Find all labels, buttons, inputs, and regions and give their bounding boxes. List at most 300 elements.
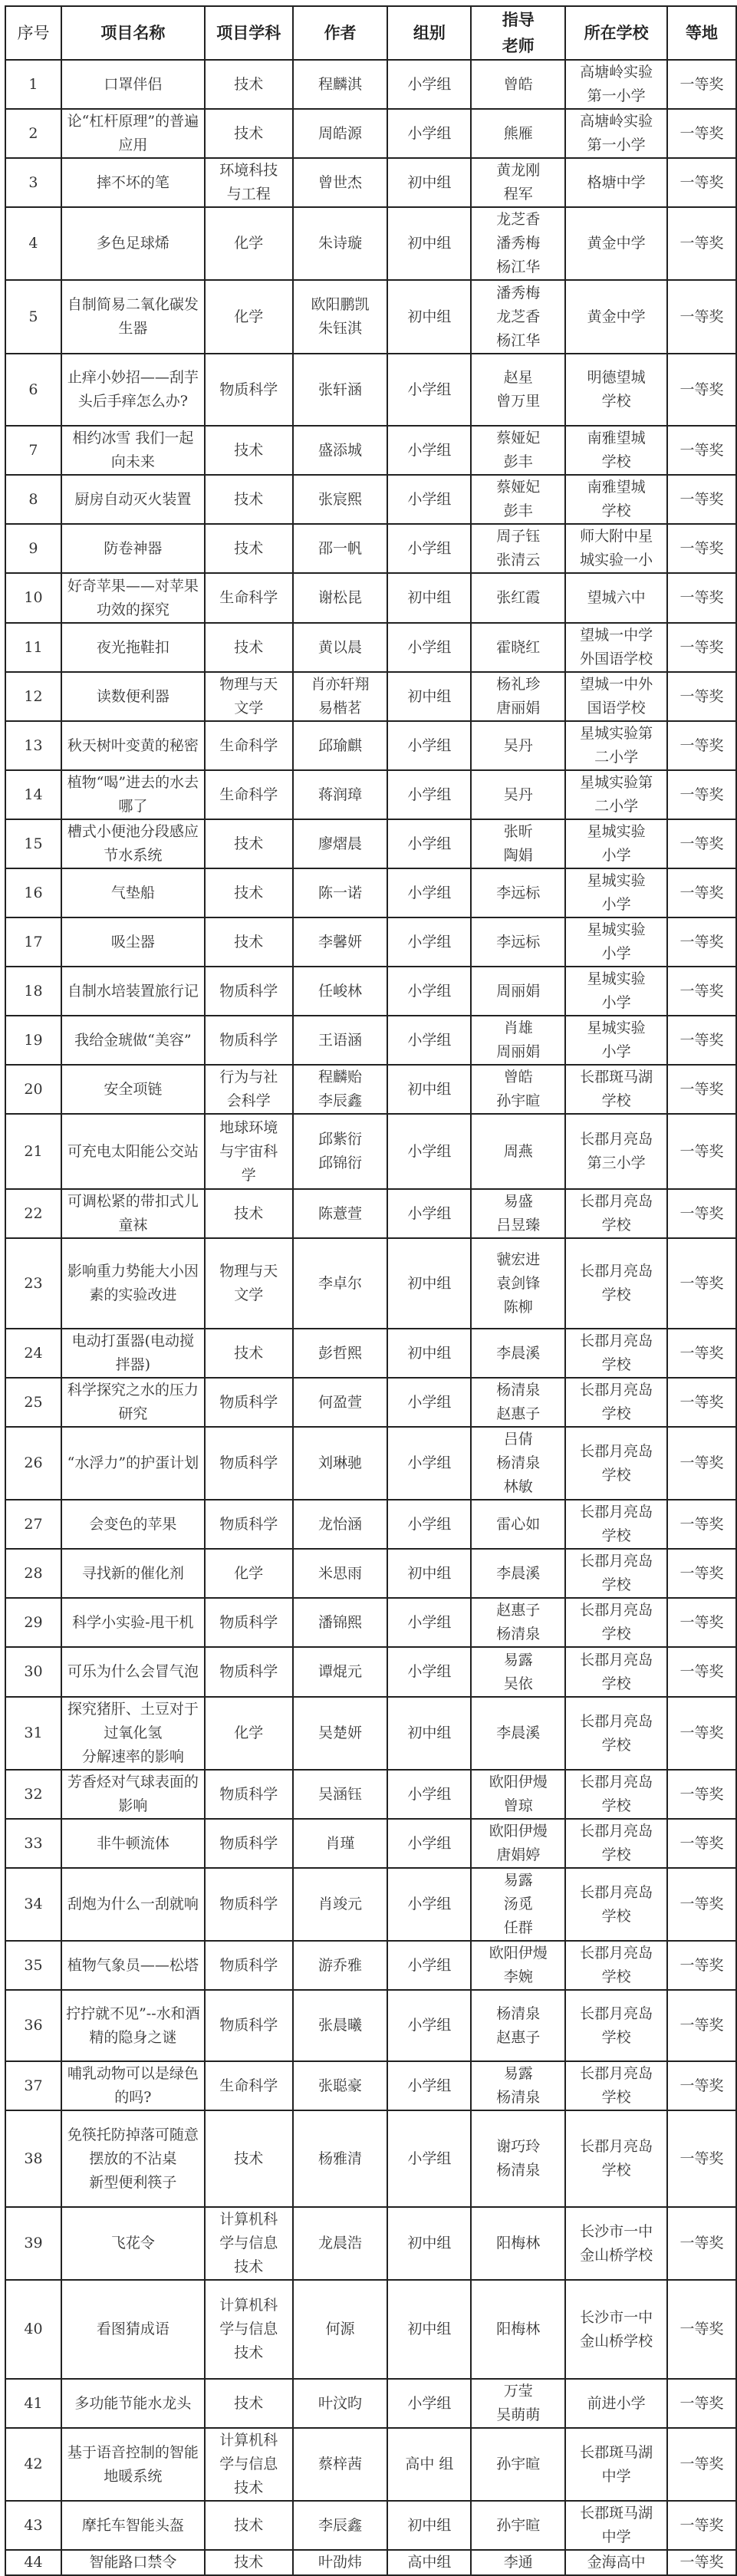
cell-teacher: 李晨溪 [471,1697,565,1770]
cell-author: 王语涵 [293,1016,388,1065]
cell-subject: 物质科学 [205,1770,293,1819]
cell-author: 程麟贻 李辰鑫 [293,1065,388,1114]
cell-group: 初中组 [387,2280,471,2379]
cell-row-index: 27 [5,1500,61,1549]
cell-author: 叶汶昀 [293,2379,388,2428]
cell-award: 一等奖 [667,475,736,524]
cell-school: 长郡月亮岛 第三小学 [565,1114,667,1189]
cell-subject: 技术 [205,2501,293,2550]
table-row [5,1427,736,1500]
cell-teacher: 李远标 [471,917,565,967]
cell-author: 吴楚妍 [293,1697,388,1770]
cell-author: 张晨曦 [293,1990,388,2061]
table-row [5,1238,736,1329]
cell-subject: 物质科学 [205,1941,293,1990]
table-row [5,1770,736,1819]
cell-award: 一等奖 [667,1016,736,1065]
cell-award: 一等奖 [667,1329,736,1378]
cell-project-name: 秋天树叶变黄的秘密 [61,721,205,770]
cell-group: 初中组 [387,1238,471,1329]
cell-school: 长沙市一中 金山桥学校 [565,2280,667,2379]
cell-award: 一等奖 [667,1697,736,1770]
cell-subject: 生命科学 [205,770,293,819]
cell-author: 李馨妍 [293,917,388,967]
cell-subject: 技术 [205,1329,293,1378]
table-row [5,2061,736,2110]
cell-row-index: 40 [5,2280,61,2379]
cell-subject: 物质科学 [205,1378,293,1427]
cell-teacher: 吕倩 杨清泉 林敏 [471,1427,565,1500]
cell-school: 长郡月亮岛 学校 [565,1647,667,1697]
cell-award: 一等奖 [667,770,736,819]
cell-project-name: 多功能节能水龙头 [61,2379,205,2428]
cell-group: 小学组 [387,1770,471,1819]
cell-row-index: 1 [5,60,61,109]
cell-subject: 技术 [205,475,293,524]
cell-teacher: 孙宇暄 [471,2428,565,2501]
cell-project-name: 可乐为什么会冒气泡 [61,1647,205,1697]
cell-award: 一等奖 [667,158,736,207]
cell-subject: 计算机科 学与信息 技术 [205,2280,293,2379]
cell-row-index: 23 [5,1238,61,1329]
cell-project-name: 拧拧就不见”--水和酒精的隐身之谜 [61,1990,205,2061]
table-row [5,721,736,770]
cell-row-index: 22 [5,1189,61,1238]
cell-subject: 化学 [205,1697,293,1770]
cell-project-name: 智能路口禁令 [61,2550,205,2575]
header-teacher: 指导 老师 [471,6,565,60]
header-index: 序号 [5,6,61,60]
cell-subject: 行为与社 会科学 [205,1065,293,1114]
cell-author: 肖竣元 [293,1868,388,1941]
cell-award: 一等奖 [667,573,736,623]
cell-subject: 技术 [205,819,293,868]
cell-school: 高塘岭实验 第一小学 [565,109,667,158]
cell-subject: 技术 [205,60,293,109]
table-row [5,475,736,524]
cell-group: 初中组 [387,573,471,623]
cell-project-name: 多色足球烯 [61,207,205,280]
table-row [5,2428,736,2501]
cell-group: 小学组 [387,524,471,573]
cell-school: 长郡斑马湖 学校 [565,1065,667,1114]
cell-subject: 物质科学 [205,354,293,426]
cell-teacher: 曾皓 孙宇暄 [471,1065,565,1114]
cell-award: 一等奖 [667,2379,736,2428]
cell-project-name: 夜光拖鞋扣 [61,623,205,672]
cell-subject: 生命科学 [205,2061,293,2110]
cell-group: 小学组 [387,819,471,868]
table-row [5,2207,736,2280]
cell-project-name: 免筷托防掉落可随意摆放的不沾桌 新型便利筷子 [61,2110,205,2207]
table-row [5,2110,736,2207]
cell-school: 黄金中学 [565,207,667,280]
cell-award: 一等奖 [667,1238,736,1329]
cell-school: 格塘中学 [565,158,667,207]
cell-teacher: 蔡娅妃 彭丰 [471,475,565,524]
cell-school: 星城实验 小学 [565,819,667,868]
cell-project-name: 芳香烃对气球表面的影响 [61,1770,205,1819]
cell-award: 一等奖 [667,868,736,917]
cell-subject: 物质科学 [205,1500,293,1549]
header-subject: 项目学科 [205,6,293,60]
cell-group: 小学组 [387,917,471,967]
cell-award: 一等奖 [667,2428,736,2501]
cell-project-name: 我给金琥做“美容” [61,1016,205,1065]
cell-author: 何盈萱 [293,1378,388,1427]
cell-subject: 物质科学 [205,1598,293,1647]
cell-award: 一等奖 [667,2207,736,2280]
cell-project-name: 自制简易二氧化碳发生器 [61,280,205,354]
cell-award: 一等奖 [667,2061,736,2110]
cell-subject: 技术 [205,2110,293,2207]
cell-teacher: 吴丹 [471,770,565,819]
cell-subject: 物质科学 [205,1819,293,1868]
cell-group: 小学组 [387,60,471,109]
cell-group: 小学组 [387,1990,471,2061]
cell-group: 小学组 [387,967,471,1016]
cell-group: 小学组 [387,721,471,770]
table-row [5,2550,736,2575]
cell-project-name: 看图猜成语 [61,2280,205,2379]
cell-school: 长郡斑马湖 中学 [565,2501,667,2550]
cell-group: 小学组 [387,1941,471,1990]
table-row [5,1598,736,1647]
table-row [5,1819,736,1868]
table-row [5,770,736,819]
cell-award: 一等奖 [667,1549,736,1598]
cell-group: 小学组 [387,770,471,819]
cell-project-name: 槽式小便池分段感应节水系统 [61,819,205,868]
cell-project-name: 读数便利器 [61,672,205,721]
cell-teacher: 易露 吴依 [471,1647,565,1697]
cell-subject: 化学 [205,280,293,354]
cell-project-name: 科学小实验-甩干机 [61,1598,205,1647]
cell-author: 游乔雅 [293,1941,388,1990]
table-row [5,917,736,967]
cell-project-name: 安全项链 [61,1065,205,1114]
cell-group: 小学组 [387,868,471,917]
cell-school: 星城实验 小学 [565,1016,667,1065]
cell-row-index: 6 [5,354,61,426]
cell-subject: 技术 [205,2379,293,2428]
cell-row-index: 29 [5,1598,61,1647]
cell-teacher: 阳梅林 [471,2207,565,2280]
cell-row-index: 42 [5,2428,61,2501]
cell-subject: 技术 [205,109,293,158]
cell-school: 长郡月亮岛 学校 [565,1770,667,1819]
cell-school: 望城一中学 外国语学校 [565,623,667,672]
cell-school: 长郡月亮岛 学校 [565,1819,667,1868]
header-school: 所在学校 [565,6,667,60]
cell-school: 望城一中外 国语学校 [565,672,667,721]
cell-award: 一等奖 [667,1189,736,1238]
cell-author: 程麟淇 [293,60,388,109]
cell-author: 何源 [293,2280,388,2379]
cell-award: 一等奖 [667,1868,736,1941]
cell-school: 长郡月亮岛 学校 [565,1500,667,1549]
cell-group: 高中组 [387,2550,471,2575]
cell-award: 一等奖 [667,1500,736,1549]
cell-subject: 物质科学 [205,1647,293,1697]
cell-row-index: 12 [5,672,61,721]
cell-subject: 物质科学 [205,967,293,1016]
cell-subject: 物质科学 [205,1990,293,2061]
cell-subject: 生命科学 [205,573,293,623]
table-row [5,158,736,207]
cell-author: 曾世杰 [293,158,388,207]
cell-award: 一等奖 [667,819,736,868]
cell-author: 张聪豪 [293,2061,388,2110]
cell-teacher: 周丽娟 [471,967,565,1016]
cell-school: 长郡月亮岛 学校 [565,1868,667,1941]
cell-author: 叶劭炜 [293,2550,388,2575]
cell-project-name: 论“杠杆原理”的普遍应用 [61,109,205,158]
cell-group: 初中组 [387,158,471,207]
cell-row-index: 5 [5,280,61,354]
cell-row-index: 44 [5,2550,61,2575]
cell-teacher: 张红霞 [471,573,565,623]
cell-award: 一等奖 [667,1427,736,1500]
award-table [5,5,737,2576]
cell-school: 星城实验 小学 [565,868,667,917]
cell-author: 谢松昆 [293,573,388,623]
cell-project-name: 好奇苹果——对苹果功效的探究 [61,573,205,623]
table-row [5,1990,736,2061]
table-row [5,1114,736,1189]
cell-row-index: 33 [5,1819,61,1868]
cell-author: 朱诗璇 [293,207,388,280]
header-author: 作者 [293,6,388,60]
header-row [5,6,736,60]
cell-project-name: 基于语音控制的智能地暖系统 [61,2428,205,2501]
cell-group: 小学组 [387,1500,471,1549]
cell-award: 一等奖 [667,60,736,109]
cell-group: 小学组 [387,1819,471,1868]
cell-subject: 化学 [205,1549,293,1598]
cell-teacher: 李晨溪 [471,1549,565,1598]
cell-subject: 技术 [205,1189,293,1238]
cell-group: 小学组 [387,1647,471,1697]
cell-school: 长郡月亮岛 学校 [565,1990,667,2061]
cell-school: 长郡月亮岛 学校 [565,1427,667,1500]
cell-group: 初中组 [387,1329,471,1378]
cell-row-index: 14 [5,770,61,819]
cell-teacher: 易盛 吕昱臻 [471,1189,565,1238]
cell-project-name: 摩托车智能头盔 [61,2501,205,2550]
cell-school: 长郡月亮岛 学校 [565,1697,667,1770]
cell-project-name: 气垫船 [61,868,205,917]
cell-project-name: 植物气象员——松塔 [61,1941,205,1990]
cell-teacher: 李晨溪 [471,1329,565,1378]
header-project-name: 项目名称 [61,6,205,60]
cell-teacher: 蔡娅妃 彭丰 [471,426,565,475]
cell-teacher: 熊雁 [471,109,565,158]
cell-project-name: 相约冰雪 我们一起向未来 [61,426,205,475]
cell-school: 南雅望城 学校 [565,426,667,475]
cell-school: 长沙市一中 金山桥学校 [565,2207,667,2280]
cell-teacher: 龙芝香 潘秀梅 杨江华 [471,207,565,280]
cell-award: 一等奖 [667,109,736,158]
table-row [5,1500,736,1549]
table-row [5,2379,736,2428]
cell-author: 肖亦轩翔 易楷茗 [293,672,388,721]
cell-author: 陈一诺 [293,868,388,917]
cell-row-index: 19 [5,1016,61,1065]
cell-subject: 化学 [205,207,293,280]
table-row [5,1868,736,1941]
cell-group: 小学组 [387,1378,471,1427]
cell-subject: 技术 [205,426,293,475]
cell-teacher: 肖雄 周丽娟 [471,1016,565,1065]
cell-row-index: 37 [5,2061,61,2110]
cell-teacher: 霍晓红 [471,623,565,672]
table-row [5,1697,736,1770]
cell-award: 一等奖 [667,1647,736,1697]
cell-subject: 地球环境 与宇宙科 学 [205,1114,293,1189]
cell-group: 初中组 [387,2501,471,2550]
cell-group: 初中组 [387,280,471,354]
cell-teacher: 万莹 吴萌萌 [471,2379,565,2428]
cell-row-index: 8 [5,475,61,524]
cell-author: 刘琳驰 [293,1427,388,1500]
table-row [5,1329,736,1378]
cell-award: 一等奖 [667,354,736,426]
cell-author: 陈薏萱 [293,1189,388,1238]
table-row [5,1647,736,1697]
cell-award: 一等奖 [667,2501,736,2550]
cell-subject: 环境科技 与工程 [205,158,293,207]
cell-group: 小学组 [387,1189,471,1238]
cell-row-index: 10 [5,573,61,623]
cell-group: 小学组 [387,1598,471,1647]
cell-row-index: 3 [5,158,61,207]
cell-author: 盛添城 [293,426,388,475]
cell-subject: 计算机科 学与信息 技术 [205,2428,293,2501]
table-row [5,60,736,109]
cell-author: 龙晨浩 [293,2207,388,2280]
cell-award: 一等奖 [667,917,736,967]
cell-school: 高塘岭实验 第一小学 [565,60,667,109]
cell-author: 邵一帆 [293,524,388,573]
cell-award: 一等奖 [667,1941,736,1990]
cell-row-index: 21 [5,1114,61,1189]
table-row [5,2501,736,2550]
cell-author: 肖瑾 [293,1819,388,1868]
cell-school: 星城实验第 二小学 [565,721,667,770]
cell-row-index: 28 [5,1549,61,1598]
cell-teacher: 赵星 曾万里 [471,354,565,426]
cell-school: 金海高中 [565,2550,667,2575]
cell-teacher: 张昕 陶娟 [471,819,565,868]
cell-row-index: 25 [5,1378,61,1427]
cell-teacher: 李通 [471,2550,565,2575]
cell-group: 小学组 [387,2061,471,2110]
cell-group: 小学组 [387,1868,471,1941]
cell-project-name: 电动打蛋器(电动搅拌器) [61,1329,205,1378]
cell-row-index: 11 [5,623,61,672]
cell-project-name: 影响重力势能大小因素的实验改进 [61,1238,205,1329]
cell-school: 前进小学 [565,2379,667,2428]
cell-author: 潘锦熙 [293,1598,388,1647]
cell-row-index: 7 [5,426,61,475]
cell-school: 明德望城 学校 [565,354,667,426]
cell-award: 一等奖 [667,721,736,770]
cell-author: 吴涵钰 [293,1770,388,1819]
cell-school: 黄金中学 [565,280,667,354]
cell-author: 黄以晨 [293,623,388,672]
cell-row-index: 20 [5,1065,61,1114]
cell-subject: 物理与天 文学 [205,672,293,721]
cell-award: 一等奖 [667,672,736,721]
table-row [5,967,736,1016]
cell-author: 李卓尔 [293,1238,388,1329]
cell-row-index: 26 [5,1427,61,1500]
cell-teacher: 曾皓 [471,60,565,109]
cell-group: 初中组 [387,207,471,280]
cell-school: 长郡月亮岛 学校 [565,1238,667,1329]
cell-row-index: 17 [5,917,61,967]
cell-group: 初中组 [387,1549,471,1598]
cell-project-name: 飞花令 [61,2207,205,2280]
cell-award: 一等奖 [667,967,736,1016]
header-award: 等地 [667,6,736,60]
cell-group: 小学组 [387,426,471,475]
cell-teacher: 吴丹 [471,721,565,770]
cell-project-name: 摔不坏的笔 [61,158,205,207]
table-row [5,819,736,868]
cell-school: 师大附中星 城实验一小 [565,524,667,573]
cell-subject: 技术 [205,623,293,672]
cell-award: 一等奖 [667,1065,736,1114]
cell-author: 彭哲熙 [293,1329,388,1378]
cell-award: 一等奖 [667,1819,736,1868]
cell-group: 小学组 [387,2379,471,2428]
cell-author: 龙怡涵 [293,1500,388,1549]
cell-school: 星城实验 小学 [565,967,667,1016]
cell-author: 周皓源 [293,109,388,158]
cell-teacher: 杨清泉 赵惠子 [471,1990,565,2061]
cell-group: 小学组 [387,1016,471,1065]
table-row [5,354,736,426]
cell-author: 邱紫衍 邱锦衍 [293,1114,388,1189]
cell-project-name: 自制水培装置旅行记 [61,967,205,1016]
table-row [5,1016,736,1065]
cell-row-index: 16 [5,868,61,917]
cell-school: 长郡月亮岛 学校 [565,1598,667,1647]
cell-award: 一等奖 [667,426,736,475]
cell-author: 廖熠晨 [293,819,388,868]
cell-award: 一等奖 [667,1378,736,1427]
cell-author: 任峻林 [293,967,388,1016]
table-row [5,623,736,672]
cell-teacher: 易露 汤觅 任群 [471,1868,565,1941]
cell-project-name: 非牛顿流体 [61,1819,205,1868]
cell-project-name: 探究猪肝、土豆对于过氧化氢 分解速率的影响 [61,1697,205,1770]
cell-row-index: 35 [5,1941,61,1990]
cell-group: 高中 组 [387,2428,471,2501]
cell-author: 谭焜元 [293,1647,388,1697]
cell-award: 一等奖 [667,1990,736,2061]
table-row [5,1189,736,1238]
cell-project-name: 植物“喝”进去的水去哪了 [61,770,205,819]
cell-author: 蒋润璋 [293,770,388,819]
cell-author: 张宸熙 [293,475,388,524]
cell-group: 小学组 [387,109,471,158]
cell-teacher: 雷心如 [471,1500,565,1549]
cell-group: 初中组 [387,1065,471,1114]
cell-award: 一等奖 [667,524,736,573]
